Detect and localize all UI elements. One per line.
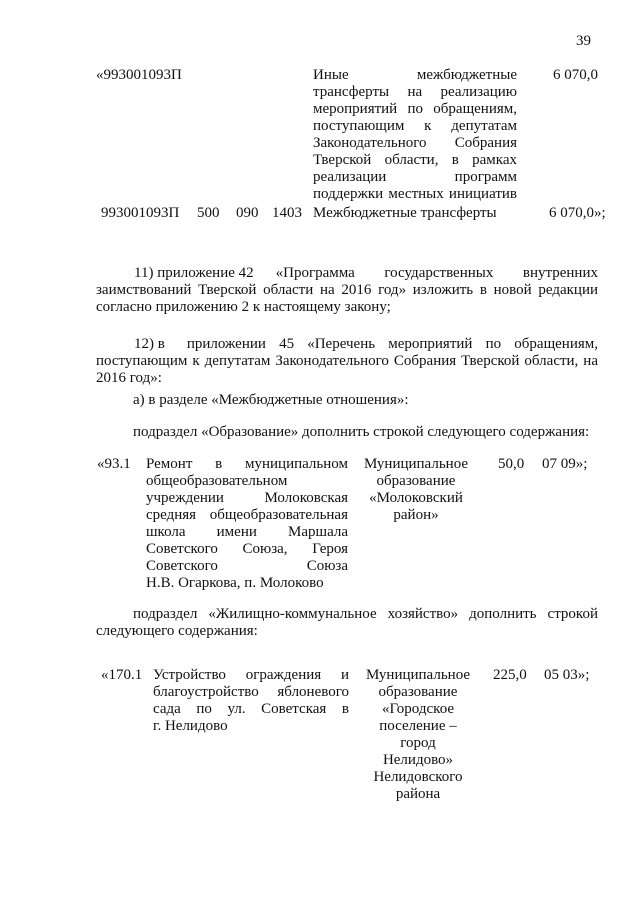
row2-c3: 1403	[272, 205, 302, 221]
entry-93-description	[146, 456, 348, 592]
row2-c1: 500	[197, 205, 220, 221]
entry-93-desc-line: школа имени Маршала	[146, 524, 348, 540]
entry-170-description	[153, 667, 349, 735]
row1-code: «993001093П	[96, 67, 182, 83]
entry-93-recipient-line: «Молоковский	[369, 490, 463, 506]
entry-170-number: «170.1	[101, 667, 143, 683]
entry-170-recipient-line: поселение –	[379, 718, 457, 734]
entry-170-recipient-line: «Городское	[381, 701, 455, 717]
paragraph-12-line2: поступающим к депутатам Законодательного Собрания Тверской области, на	[96, 353, 598, 369]
row1-amount: 6 070,0	[553, 67, 598, 83]
entry-93-desc-line: общеобразовательном	[146, 473, 288, 489]
entry-93-recipient	[356, 456, 476, 524]
subsection-housing-line1: подраздел «Жилищно-коммунальное хозяйство» дополнить строкой	[133, 606, 598, 622]
entry-93-recipient-line: образование	[376, 473, 456, 489]
entry-93-desc-line: Советского Союза	[146, 558, 348, 574]
entry-170-recipient-line: Нелидово»	[382, 752, 454, 768]
entry-170-recipient-line: Муниципальное	[365, 667, 471, 683]
paragraph-11-line1	[96, 265, 598, 282]
paragraph-12-line1	[96, 336, 598, 353]
entry-170-recipient-line: город	[400, 735, 436, 751]
entry-93-number: «93.1	[97, 456, 131, 472]
entry-93-desc-line: учреждении Молоковская	[146, 490, 348, 506]
row2-c2: 090	[236, 205, 259, 221]
row1-name-line: реализации программ	[313, 169, 517, 185]
row1-name-line: Тверской области, в рамках	[313, 152, 517, 168]
entry-170-desc-line: благоустройство яблоневого	[153, 684, 349, 700]
entry-93-code: 07 09»;	[542, 456, 588, 472]
paragraph-11-number: 11) приложение 42	[134, 265, 254, 281]
subsection-housing	[96, 606, 598, 640]
paragraph-12-line3: 2016 год»:	[96, 370, 162, 386]
row2-code: 993001093П	[101, 205, 180, 221]
row1-name-line: Законодательного Собрания	[313, 135, 517, 151]
entry-93-recipient-line: район»	[393, 507, 439, 523]
entry-170-code: 05 03»;	[544, 667, 590, 683]
page-number: 39	[576, 33, 591, 49]
paragraph-12	[96, 336, 598, 387]
entry-170-desc-line: Устройство ограждения и	[153, 667, 349, 683]
row1-name-line: поступающим к депутатам	[313, 118, 517, 134]
row1-name-line: поддержки местных инициатив	[313, 186, 517, 202]
entry-93-amount: 50,0	[498, 456, 525, 472]
paragraph-11	[96, 265, 598, 316]
entry-170-desc-line: г. Нелидово	[153, 718, 228, 734]
row1-name	[313, 67, 517, 203]
paragraph-12-line1-text: приложении 45 «Перечень мероприятий по обращениям,	[186, 336, 598, 352]
row1-name-line: трансферты на реализацию	[313, 84, 517, 100]
entry-93-desc-line: Ремонт в муниципальном	[146, 456, 348, 472]
paragraph-11-line1-text: «Программа государственных внутренних	[275, 265, 598, 281]
entry-170-desc-line: сада по ул. Советская в	[153, 701, 349, 717]
entry-170-amount: 225,0	[493, 667, 527, 683]
entry-93-desc-line: средняя общеобразовательная	[146, 507, 348, 523]
entry-170-recipient-line: образование	[378, 684, 458, 700]
item-a: а) в разделе «Межбюджетные отношения»:	[133, 392, 409, 408]
subsection-housing-line2: следующего содержания:	[96, 623, 258, 639]
row1-name-line: мероприятий по обращениям,	[313, 101, 517, 117]
entry-170-recipient-line: Нелидовского	[373, 769, 463, 785]
row1-name-line: Иные межбюджетные	[313, 67, 517, 83]
subsection-education: подраздел «Образование» дополнить строкой следующего содержания:	[133, 424, 590, 440]
entry-93-desc-line: Н.В. Огаркова, п. Молоково	[146, 575, 324, 591]
entry-93-recipient-line: Муниципальное	[363, 456, 469, 472]
paragraph-11-line2: заимствований Тверской области на 2016 год» изложить в новой редакции	[96, 282, 598, 298]
paragraph-11-line3: согласно приложению 2 к настоящему закону;	[96, 299, 391, 315]
entry-93-desc-line: Советского Союза, Героя	[146, 541, 348, 557]
entry-170-recipient	[358, 667, 478, 803]
paragraph-12-number: 12) в	[134, 336, 165, 352]
entry-170-recipient-line: района	[395, 786, 441, 802]
row2-amount: 6 070,0»;	[549, 205, 606, 221]
row2-name: Межбюджетные трансферты	[313, 205, 497, 221]
